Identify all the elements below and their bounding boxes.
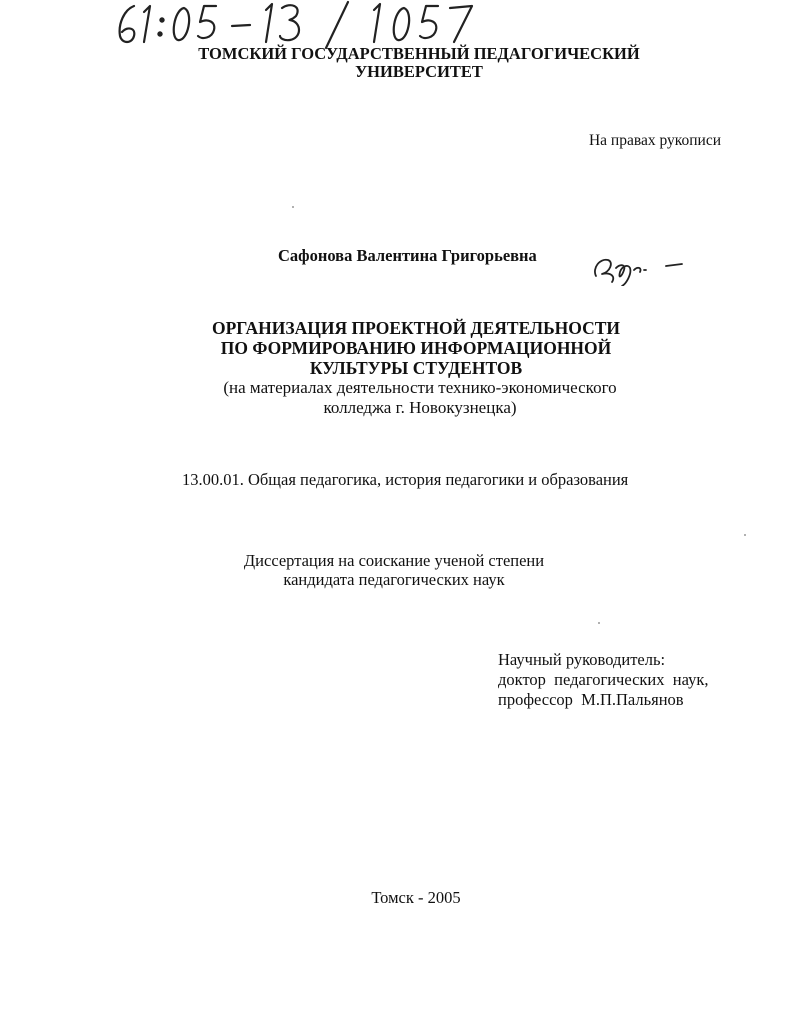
supervisor-degree: доктор педагогических наук,: [498, 670, 709, 689]
scan-speck: [292, 206, 294, 208]
dissertation-title: [19, 318, 794, 378]
degree-line: кандидата педагогических наук: [283, 570, 505, 589]
subtitle-line: колледжа г. Новокузнецка): [323, 398, 517, 417]
title-line: КУЛЬТУРЫ СТУДЕНТОВ: [309, 358, 523, 378]
title-line: ОРГАНИЗАЦИЯ ПРОЕКТНОЙ ДЕЯТЕЛЬНОСТИ: [212, 318, 620, 338]
specialty-code: 13.00.01. Общая педагогика, история педагогики и образования: [182, 470, 629, 489]
university-name-line2: УНИВЕРСИТЕТ: [355, 62, 483, 81]
scientific-supervisor: [498, 650, 708, 710]
title-line: ПО ФОРМИРОВАНИЮ ИНФОРМАЦИОННОЙ: [220, 338, 612, 358]
author-name: Сафонова Валентина Григорьевна: [278, 246, 537, 265]
degree-line: Диссертация на соискание ученой степени: [243, 551, 545, 570]
supervisor-name: профессор М.П.Пальянов: [498, 690, 684, 709]
scan-speck: [598, 622, 600, 624]
university-name-line1: ТОМСКИЙ ГОСУДАРСТВЕННЫЙ ПЕДАГОГИЧЕСКИЙ: [198, 44, 640, 63]
manuscript-rights-note: На правах рукописи: [588, 132, 721, 149]
degree-statement: [0, 551, 791, 589]
dissertation-subtitle: [23, 378, 794, 418]
handwritten-catalog-number: [112, 0, 512, 50]
supervisor-label: Научный руководитель:: [498, 650, 666, 669]
scan-speck: [744, 534, 746, 536]
author-signature: [590, 246, 686, 286]
subtitle-line: (на материалах деятельности технико-экономического: [223, 378, 617, 397]
place-and-year: Томск - 2005: [371, 888, 461, 907]
